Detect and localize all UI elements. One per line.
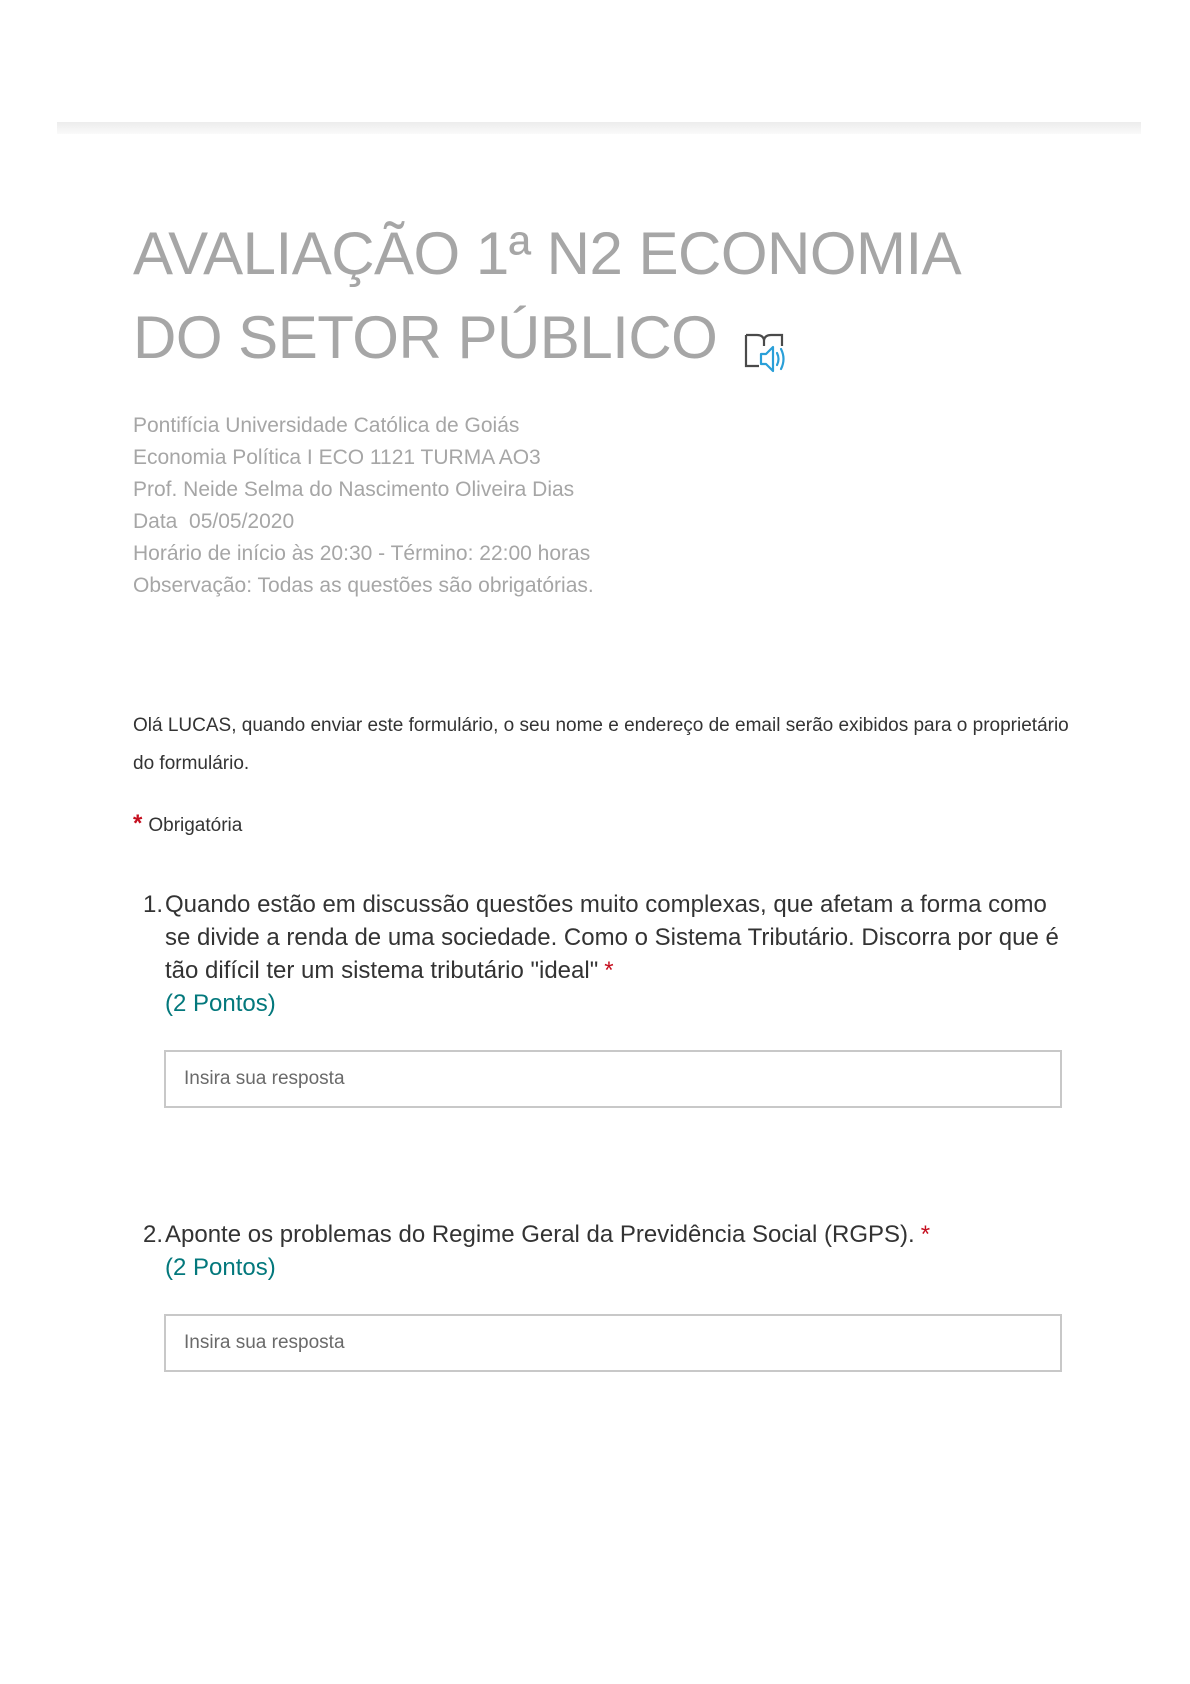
question-number: 1. [142, 891, 163, 918]
form-title [133, 212, 993, 380]
description-line: Pontifícia Universidade Católica de Goiás [133, 414, 520, 437]
question-text: Quando estão em discussão questões muito complexas, que afetam a forma como se divide a renda de uma sociedade. Como o Sistema Tributário. Discorra por que é tão difícil ter um sistema tributário "ideal" [165, 891, 1059, 984]
form-title-text: AVALIAÇÃO 1ª N2 ECONOMIA DO SETOR PÚBLICO [133, 220, 958, 371]
question-1 [133, 888, 1073, 1020]
description-line: Horário de início às 20:30 - Término: 22:00 horas [133, 542, 591, 565]
required-label: Obrigatória [148, 815, 243, 836]
description-line: Economia Política I ECO 1121 TURMA AO3 [133, 446, 541, 469]
question-required-star: * [604, 957, 614, 984]
answer-input-1[interactable] [164, 1050, 1062, 1108]
required-legend [133, 808, 242, 842]
question-2 [133, 1218, 1073, 1284]
immersive-reader-icon[interactable] [743, 314, 791, 358]
description-line: Observação: Todas as questões são obrigatórias. [133, 574, 594, 597]
required-star: * [133, 810, 143, 837]
description-line: Prof. Neide Selma do Nascimento Oliveira Dias [133, 478, 575, 501]
answer-input-2[interactable] [164, 1314, 1062, 1372]
question-number: 2. [142, 1221, 163, 1248]
question-text: Aponte os problemas do Regime Geral da Previdência Social (RGPS). [165, 1221, 915, 1248]
question-points: (2 Pontos) [165, 990, 276, 1017]
identity-notice: Olá LUCAS, quando enviar este formulário, o seu nome e endereço de email serão exibidos para o proprietário do formulário. [133, 715, 1069, 774]
question-points: (2 Pontos) [165, 1254, 276, 1281]
form-header-bar [57, 122, 1141, 134]
form-description [133, 410, 1033, 602]
question-required-star: * [920, 1221, 931, 1248]
description-line: Data 05/05/2020 [133, 510, 295, 533]
